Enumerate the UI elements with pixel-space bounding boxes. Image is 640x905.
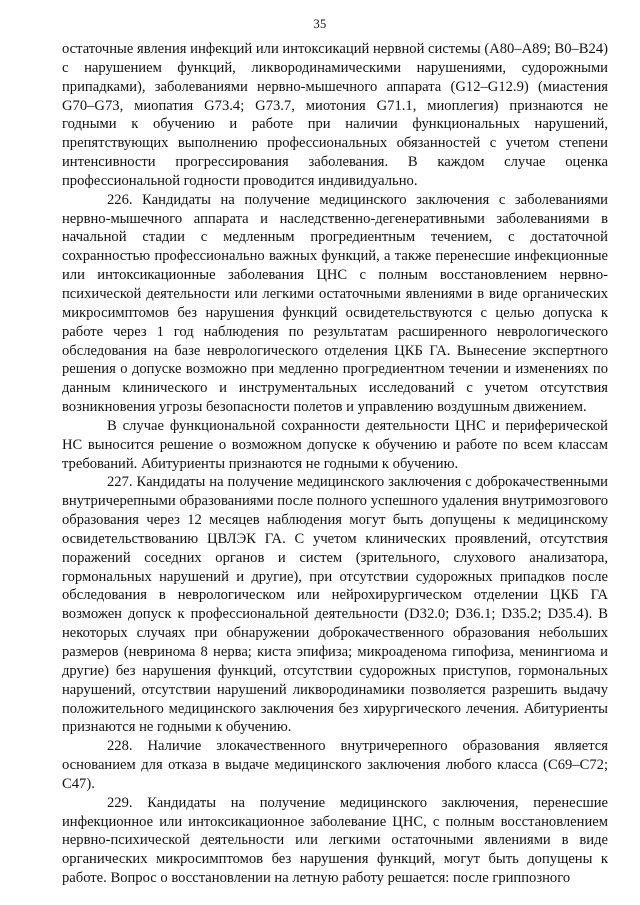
paragraph-226: 226. Кандидаты на получение медицинского заключения с заболеваниями нервно-мышечного аппарата и наследственно-дегенеративными заболеваниями в начальной стадии с медленным прогредиентным течением, с достаточной сохранностью профессионально важных функций, а также перенесшие инфекционные или интоксикационные заболевания ЦНС с полным восстановлением нервно-психической деятельности или легкими остаточными явлениями в виде органических микросимптомов без нарушения функций освидетельствуются с целью допуска к работе через 1 год наблюдения по результатам расширенного неврологического обследования на базе неврологического отделения ЦКБ ГА. Вынесение экспертного решения о допуске возможно при медленно прогредиентном течении и изменениях по данным клинического и инструментальных исследований с учетом отсутствия возникновения угрозы безопасности полетов и управлению воздушным движением. bbox=[62, 191, 608, 416]
page-number: 35 bbox=[313, 17, 327, 31]
paragraph-227: 227. Кандидаты на получение медицинского заключения с доброкачественными внутричерепными образованиями после полного успешного удаления внутримозгового образования через 12 месяцев наблюдения могут быть допущены к медицинскому освидетельствованию ЦВЛЭК ГА. С учетом клинических проявлений, отсутствия поражений соседних органов и систем (зрительного, слухового анализатора, гормональных нарушений и другие), при отсутствии судорожных припадков после обследования в неврологическом или нейрохирургическом отделении ЦКБ ГА возможен допуск к профессиональной деятельности (D32.0; D36.1; D35.2; D35.4). В некоторых случаях при обнаружении доброкачественного образования небольших размеров (невринома 8 нерва; киста эпифиза; микроаденома гипофиза, менингиома и другие) без нарушения функций, отсутствии судорожных приступов, гормональных нарушений, отсутствии нарушений ликвородинамики позволяется разрешить выдачу положительного медицинского заключения без хирургического лечения. Абитуриенты признаются не годными к обучению. bbox=[62, 474, 608, 736]
paragraph-continuation: остаточные явления инфекций или интоксикаций нервной системы (А80–А89; В0–В24) с нарушением функций, ликвородинамическими нарушениями, судорожными припадками), заболеваниями нервно-мышечного аппарата (G12–G12.9) (миастения G70–G73, миопатия G73.4; G73.7, миотония G71.1, миоплегия) признаются не годными к обучению и работе при наличии функциональных нарушений, препятствующих выполнению профессиональных обязанностей с учетом степени интенсивности прогрессирования заболевания. В каждом случае оценка профессиональной годности проводится индивидуально. bbox=[62, 41, 608, 189]
body-text bbox=[62, 40, 608, 888]
paragraph-226-note: В случае функциональной сохранности деятельности ЦНС и периферической НС выносится решение о возможном допуске к обучению и работе по всем классам требований. Абитуриенты признаются не годными к обучению. bbox=[62, 417, 608, 472]
paragraph-229: 229. Кандидаты на получение медицинского заключения, перенесшие инфекционное или интоксикационное заболевание ЦНС, с полным восстановлением нервно-психической деятельности или легкими остаточными явлениями в виде органических микросимптомов без нарушения функций, могут быть допущены к работе. Вопрос о восстановлении на летную работу решается: после гриппозного bbox=[62, 794, 608, 887]
paragraph-228: 228. Наличие злокачественного внутричерепного образования является основанием для отказа в выдаче медицинского заключения любого класса (С69–С72; С47). bbox=[62, 738, 608, 792]
